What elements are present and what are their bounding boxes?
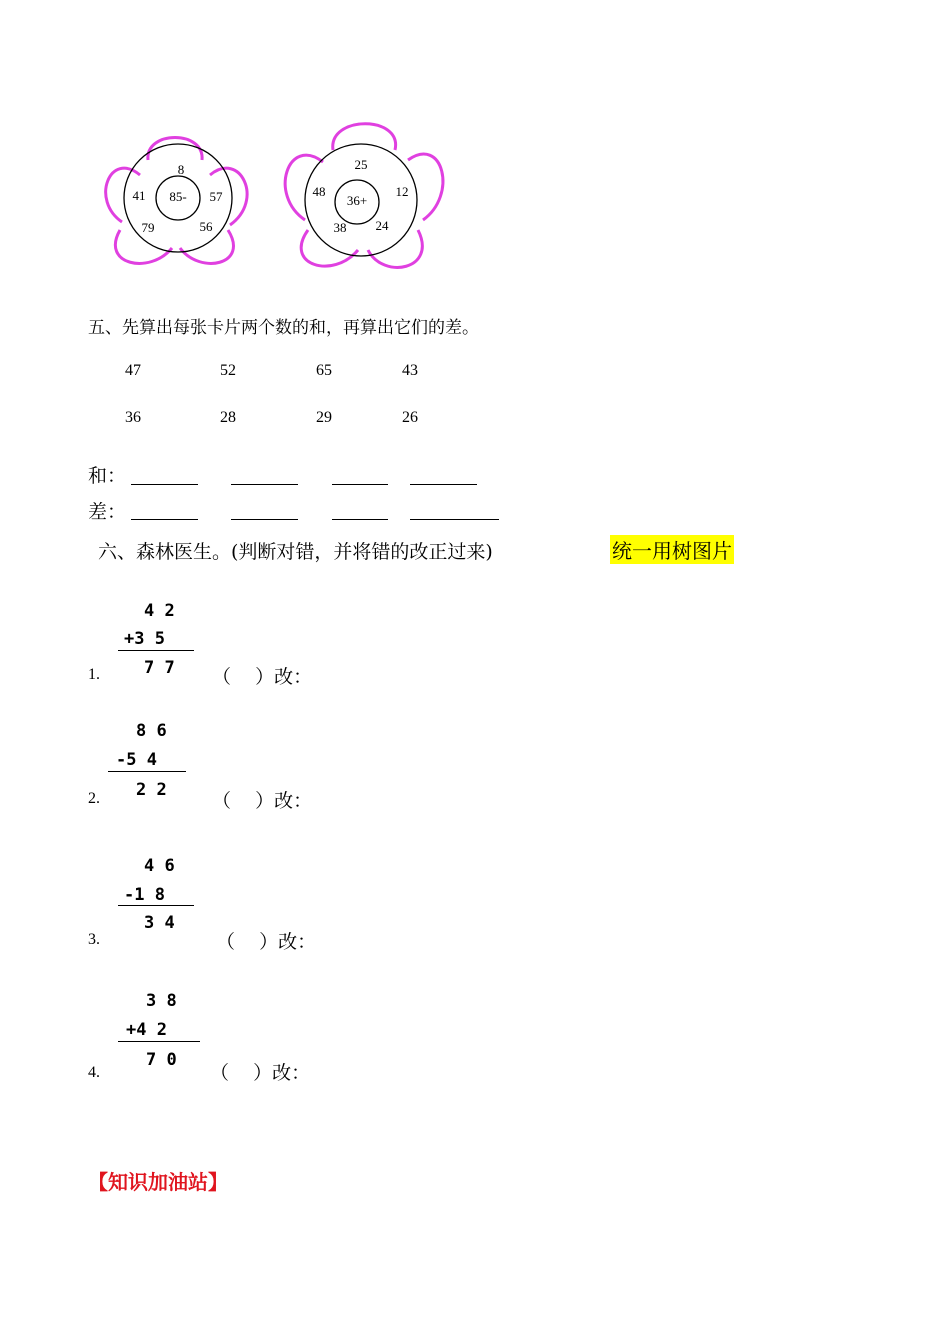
calc-top-number: 8 6 [136,721,167,741]
highlighted-note: 统一用树图片 [610,535,734,564]
calc-line [118,650,194,651]
card-top-number: 65 [316,362,332,379]
problem-number: 1. [88,666,100,683]
sum-blank[interactable] [131,484,198,485]
flower-number: 79 [141,219,155,235]
calc-line [118,1041,200,1042]
sum-blank[interactable] [231,484,298,485]
flower-number: 57 [209,188,223,204]
card-bottom-number: 36 [125,409,141,426]
difference-label: 差： [88,501,127,523]
calc-result: 2 2 [136,780,167,800]
calc-top-number: 4 6 [144,856,175,876]
sum-blank[interactable] [332,484,388,485]
flower-number: 8 [177,161,185,177]
calc-result: 3 4 [144,913,175,933]
card-bottom-number: 29 [316,409,332,426]
judge-answer-field[interactable]: （ ）改： [212,790,313,812]
calc-top-number: 4 2 [144,601,175,621]
flower-center: 85- [169,188,187,204]
calc-bottom-number: -5 4 [116,750,157,770]
vertical-calculation [108,720,198,800]
knowledge-station-heading: 【知识加油站】 [88,1170,228,1194]
flower-diagram-addition [273,120,453,275]
difference-blank[interactable] [131,519,198,520]
flower-number: 12 [395,183,409,199]
calc-bottom-number: -1 8 [124,885,165,905]
sum-blank[interactable] [410,484,477,485]
flower-number: 25 [354,156,368,172]
calc-top-number: 3 8 [146,991,177,1011]
vertical-calculation [118,600,208,680]
problem-number: 2. [88,790,100,807]
judge-answer-field[interactable]: （ ）改： [216,931,317,953]
sum-label: 和： [88,465,127,487]
card-top-number: 43 [402,362,418,379]
flower-center: 36+ [346,192,368,208]
card-top-number: 47 [125,362,141,379]
calc-line [118,905,194,906]
flower-number: 56 [199,218,213,234]
flower-diagram-subtraction [90,130,265,280]
card-top-number: 52 [220,362,236,379]
problem-number: 3. [88,931,100,948]
judge-answer-field[interactable]: （ ）改： [210,1062,311,1084]
card-bottom-number: 28 [220,409,236,426]
calc-result: 7 7 [144,658,175,678]
difference-blank[interactable] [332,519,388,520]
calc-bottom-number: +3 5 [124,629,165,649]
calc-line [108,771,186,772]
calc-result: 7 0 [146,1050,177,1070]
flower-number: 24 [375,217,389,233]
judge-answer-field[interactable]: （ ）改： [212,666,313,688]
flower-number: 41 [132,187,146,203]
problem-number: 4. [88,1064,100,1081]
card-bottom-number: 26 [402,409,418,426]
flower-number: 48 [312,183,326,199]
difference-blank[interactable] [231,519,298,520]
vertical-calculation [118,990,208,1070]
vertical-calculation [118,855,208,935]
difference-blank[interactable] [410,519,499,520]
section-5-title: 五、先算出每张卡片两个数的和，再算出它们的差。 [88,318,479,338]
calc-bottom-number: +4 2 [126,1020,167,1040]
section-6-title: 六、森林医生。(判断对错，并将错的改正过来) [98,541,493,563]
flower-number: 38 [333,219,347,235]
